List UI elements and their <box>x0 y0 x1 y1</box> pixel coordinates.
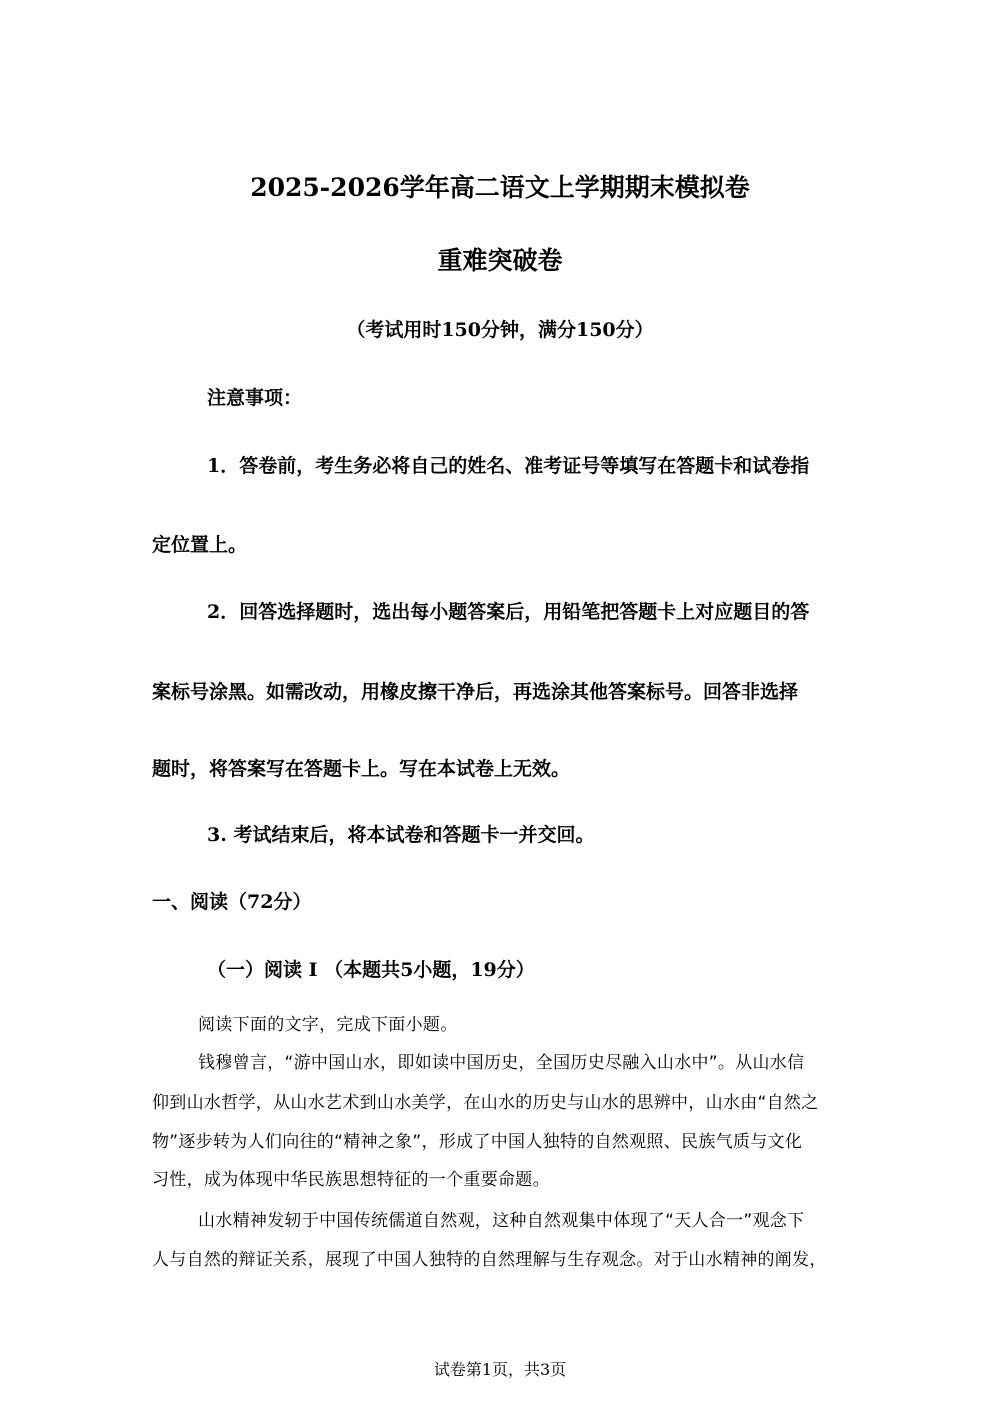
paragraph-1-line-2: 仰到山水哲学，从山水艺术到山水美学，在山水的历史与山水的思辨中，山水由“自然之 <box>152 1093 819 1113</box>
reading-instruction: 阅读下面的文字，完成下面小题。 <box>198 1015 458 1035</box>
paragraph-1-line-1: 钱穆曾言，“游中国山水，即如读中国历史，全国历史尽融入山水中”。从山水信 <box>198 1053 805 1073</box>
notice-2-line-1: 2．回答选择题时，选出每小题答案后，用铅笔把答题卡上对应题目的答 <box>207 601 810 623</box>
page-footer: 试卷第1页，共3页 <box>433 1360 567 1379</box>
notice-2-line-2: 案标号涂黑。如需改动，用橡皮擦干净后，再选涂其他答案标号。回答非选择 <box>152 681 799 703</box>
paragraph-2-line-2: 人与自然的辩证关系，展现了中国人独特的自然理解与生存观念。对于山水精神的阐发， <box>152 1250 827 1270</box>
exam-info: （考试用时150分钟，满分150分） <box>346 319 654 341</box>
subsection-heading: （一）阅读 I （本题共5小题，19分） <box>207 959 535 981</box>
notice-1-line-2: 定位置上。 <box>152 534 248 556</box>
paragraph-1-line-4: 习性，成为体现中华民族思想特征的一个重要命题。 <box>152 1170 550 1190</box>
paragraph-1-line-3: 物”逐步转为人们向往的“精神之象”，形成了中国人独特的自然观照、民族气质与文化 <box>152 1132 803 1152</box>
document-subtitle: 重难突破卷 <box>437 246 563 275</box>
notice-heading: 注意事项： <box>207 387 303 409</box>
notice-1-line-1: 1．答卷前，考生务必将自己的姓名、准考证号等填写在答题卡和试卷指 <box>207 455 810 477</box>
notice-3-line-1: 3. 考试结束后，将本试卷和答题卡一并交回。 <box>207 824 595 846</box>
notice-2-line-3: 题时，将答案写在答题卡上。写在本试卷上无效。 <box>152 758 571 780</box>
document-title: 2025-2026学年高二语文上学期期末模拟卷 <box>250 173 750 202</box>
paragraph-2-line-1: 山水精神发轫于中国传统儒道自然观，这种自然观集中体现了“天人合一”观念下 <box>198 1211 805 1231</box>
section-heading: 一、阅读（72分） <box>152 891 312 913</box>
